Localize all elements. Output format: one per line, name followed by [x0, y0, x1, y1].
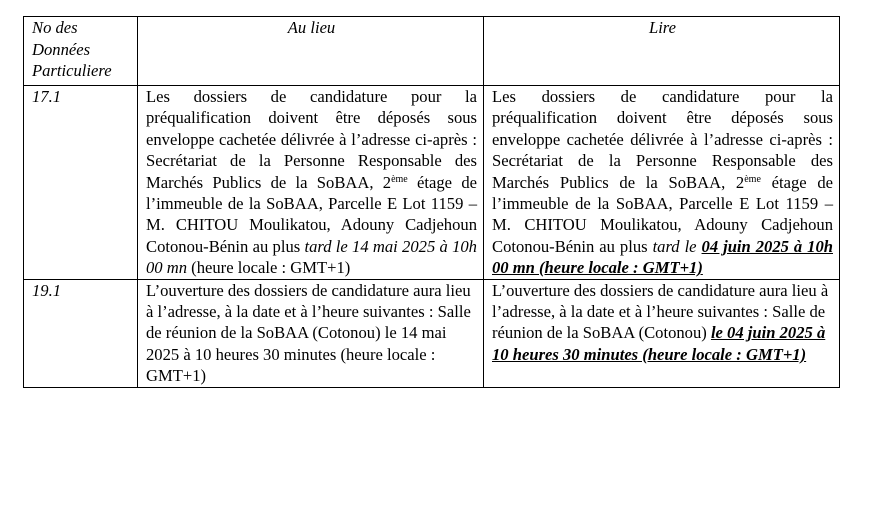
header-data-number	[24, 17, 138, 86]
corrected-deadline: 04 juin 2025 à 10h 00 mn (heure locale : GMT+1)	[492, 236, 833, 278]
header-lire	[484, 17, 840, 86]
cell-text: Les dossiers de candidature pour la préqualification doivent être déposés sous enveloppe cachetée délivrée à l’adresse ci-après : Secrétariat de la Personne Responsable des Marchés Publics de la SoBAA, 2	[492, 87, 833, 192]
lire-cell	[484, 279, 840, 387]
header-lire-label: Lire	[648, 18, 677, 37]
header-row	[24, 17, 840, 86]
cell-text: Les dossiers de candidature pour la préqualification doivent être déposés sous enveloppe cachetée délivrée à l’adresse ci-après : Secrétariat de la Personne Responsable des Marchés Publics de la SoBAA, 2	[146, 87, 477, 192]
italic-text: tard le	[652, 236, 697, 256]
row-number-cell	[24, 86, 138, 280]
cell-text: L’ouverture des dossiers de candidature aura lieu à l’adresse, à la date et à l’heure suivantes : Salle de réunion de la SoBAA (Cotonou) le 14 mai 2025 à 10 heures 30 minutes (heure locale : GMT+1)	[146, 280, 471, 386]
au-lieu-cell	[138, 86, 484, 280]
au-lieu-cell	[138, 279, 484, 387]
cell-text: (heure locale : GMT+1)	[187, 258, 351, 278]
errata-table	[23, 16, 840, 388]
cell-text: L’ouverture des dossiers de candidature aura lieu à l’adresse, à la date et à l’heure suivantes : Salle de réunion de la SoBAA (Cotonou)	[492, 280, 829, 343]
cell-text: étage de l’immeuble de la SoBAA, Parcelle E Lot 1159 – M. CHITOU Moulikatou, Adouny Cadjehoun Cotonou-Bénin au plus	[492, 172, 833, 256]
lire-cell	[484, 86, 840, 280]
italic-deadline: tard le 14 mai 2025 à 10h 00 mn	[146, 236, 477, 278]
superscript: ème	[391, 173, 408, 185]
row-number-cell	[24, 279, 138, 387]
header-au-lieu-label: Au lieu	[287, 18, 336, 37]
row-number: 19.1	[32, 280, 62, 300]
table-row	[24, 279, 840, 387]
header-au-lieu	[138, 17, 484, 86]
header-data-number-label: No des Données Particuliere	[32, 18, 112, 80]
row-number: 17.1	[32, 87, 62, 106]
superscript: ème	[744, 173, 761, 185]
table-row	[24, 86, 840, 280]
corrected-opening-date: le 04 juin 2025 à 10 heures 30 minutes (heure locale : GMT+1)	[492, 323, 826, 364]
cell-text: étage de l’immeuble de la SoBAA, Parcelle E Lot 1159 – M. CHITOU Moulikatou, Adouny Cadjehoun Cotonou-Bénin au plus	[146, 172, 477, 256]
